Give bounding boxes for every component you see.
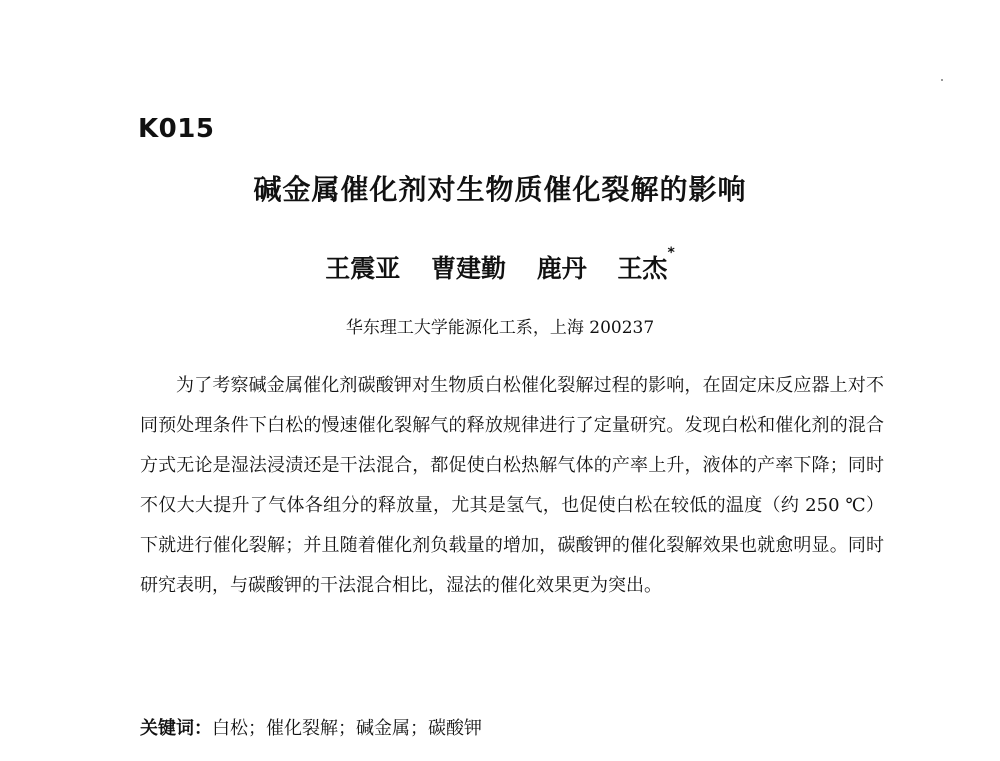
keywords-label: 关键词：: [140, 718, 212, 739]
author: 王震亚: [325, 254, 401, 283]
keywords-line: [140, 714, 482, 740]
affiliation: 华东理工大学能源化工系，上海 200237: [345, 318, 655, 338]
corresponding-mark: *: [667, 245, 675, 261]
paper-title: 碱金属催化剂对生物质催化裂解的影响: [253, 173, 747, 206]
author-list: [0, 245, 1000, 285]
scan-speck: [941, 79, 943, 81]
abstract-text: 为了考察碱金属催化剂碳酸钾对生物质白松催化裂解过程的影响，在固定床反应器上对不同预处理条件下白松的慢速催化裂解气的释放规律进行了定量研究。发现白松和催化剂的混合方式无论是湿法浸渍还是干法混合，都促使白松热解气体的产率上升，液体的产率下降；同时不仅大大提升了气体各组分的释放量，尤其是氢气，也促使白松在较低的温度（约 250 ℃）下就进行催化裂解；并且随着催化剂负载量的增加，碳酸钾的催化裂解效果也就愈明显。同时研究表明，与碳酸钾的干法混合相比，湿法的催化效果更为突出。: [140, 375, 884, 596]
paper-code: K015: [138, 114, 215, 144]
author: 曹建勤: [430, 254, 506, 283]
author-corresponding: [617, 245, 675, 283]
author-name: 王杰: [617, 254, 668, 283]
keywords-text: 白松；催化裂解；碱金属；碳酸钾: [212, 718, 482, 739]
author: 鹿丹: [536, 254, 587, 283]
